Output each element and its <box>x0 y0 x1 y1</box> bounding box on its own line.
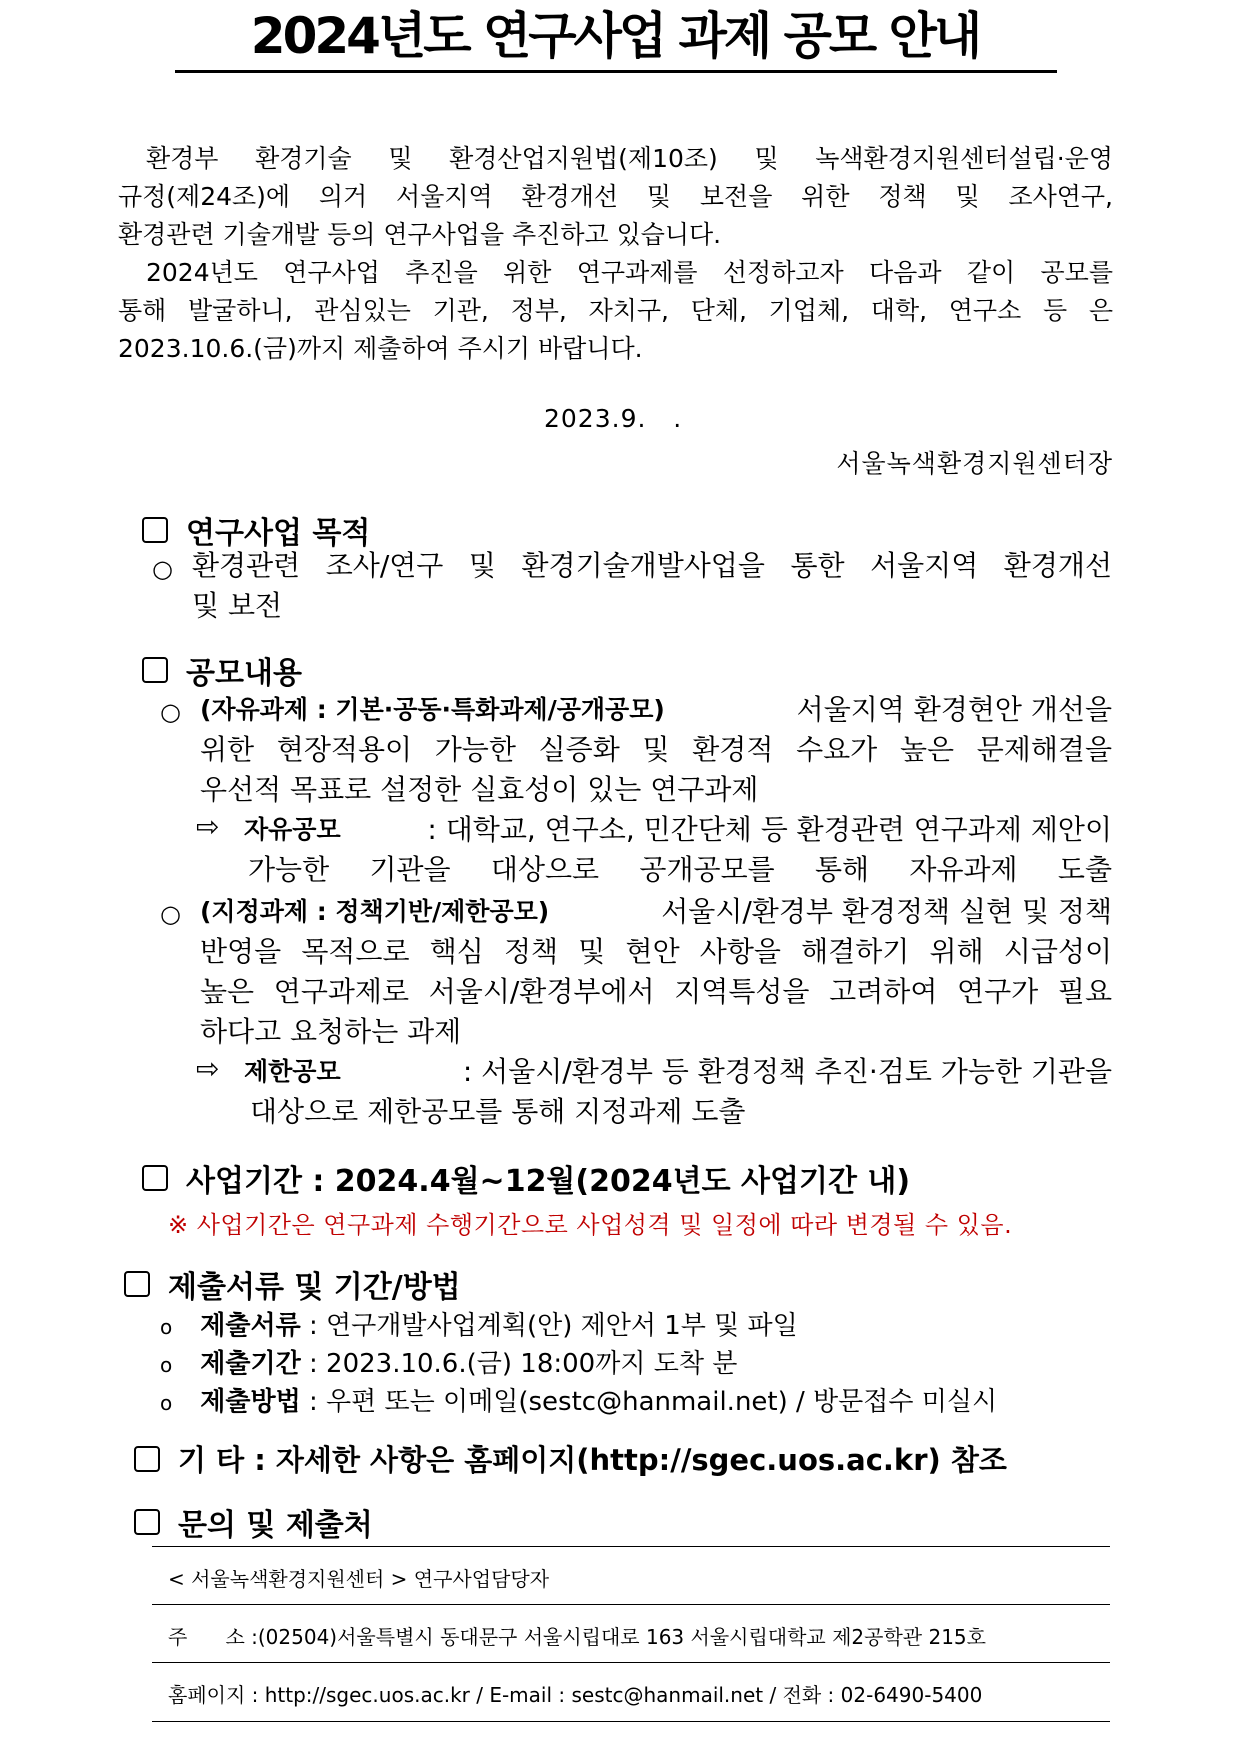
section-contents <box>142 648 302 692</box>
page-title: 2024년도 연구사업 과제 공모 안내 <box>250 7 980 65</box>
section-contents-title: 공모내용 <box>186 656 302 691</box>
section-submission-title: 제출서류 및 기간/방법 <box>168 1270 461 1305</box>
intro-p1-line1: 환경부 환경기술 및 환경산업지원법(제10조) 및 녹색환경지원센터설립·운영 <box>146 144 1113 173</box>
section-inquiry <box>134 1500 373 1544</box>
checkbox-square-icon <box>124 1271 150 1297</box>
submission-item-label: 제출기간 <box>200 1349 301 1379</box>
section-etc-title: 기 타 : 자세한 사항은 홈페이지(http://sgec.uos.ac.kr) 참조 <box>178 1443 1007 1477</box>
submission-item-label: 제출서류 <box>200 1311 301 1341</box>
designated-sub-label: 제한공모 <box>244 1057 341 1086</box>
checkbox-square-icon <box>142 517 168 543</box>
designated-sub-line1 <box>244 1052 1112 1092</box>
circle-bullet: o <box>160 1315 173 1339</box>
intro-p1-line3: 환경관련 기술개발 등의 연구사업을 추진하고 있습니다. <box>118 220 722 249</box>
free-task-line3: 우선적 목표로 설정한 실효성이 있는 연구과제 <box>200 773 759 806</box>
designated-task-line2: 반영을 목적으로 핵심 정책 및 현안 사항을 해결하기 위해 시급성이 <box>200 935 1112 968</box>
designated-task-line4: 하다고 요청하는 과제 <box>200 1015 462 1048</box>
designated-sub-line2: 대상으로 제한공모를 통해 지정과제 도출 <box>250 1095 746 1128</box>
section-inquiry-title: 문의 및 제출처 <box>178 1508 373 1543</box>
section-submission <box>124 1262 461 1306</box>
contact-address: 주 소 :(02504)서울특별시 동대문구 서울시립대로 163 서울시립대학교 제2공학관 215호 <box>168 1625 986 1649</box>
section-etc <box>134 1438 1007 1479</box>
contact-row-address <box>152 1604 1110 1663</box>
free-sub-label: 자유공모 <box>244 815 341 844</box>
submission-item-method <box>160 1381 997 1418</box>
contact-row-web <box>152 1662 1110 1722</box>
designated-sub-line1-text: : 서울시/환경부 등 환경정책 추진·검토 가능한 기관을 <box>462 1055 1112 1088</box>
intro-p2-line2: 통해 발굴하니, 관심있는 기관, 정부, 자치구, 단체, 기업체, 대학, 연구소 등 은 <box>118 296 1113 325</box>
checkbox-square-icon <box>142 1165 168 1191</box>
arrow-right-icon: ⇨ <box>196 810 220 843</box>
submission-item-docs <box>160 1305 798 1342</box>
submission-item-value: : 2023.10.6.(금) 18:00까지 도착 분 <box>309 1349 738 1379</box>
submission-item-period <box>160 1343 737 1380</box>
intro-p2-line1: 2024년도 연구사업 추진을 위한 연구과제를 선정하고자 다음과 같이 공모를 <box>146 258 1113 287</box>
circle-bullet: o <box>160 1353 173 1377</box>
designated-task-line1-rest: 서울시/환경부 환경정책 실현 및 정책 <box>661 895 1112 928</box>
checkbox-square-icon <box>134 1509 160 1535</box>
free-sub-line1-text: : 대학교, 연구소, 민간단체 등 환경관련 연구과제 제안이 <box>427 813 1112 846</box>
free-sub-line1 <box>244 810 1112 850</box>
submission-item-value: : 우편 또는 이메일(sestc@hanmail.net) / 방문접수 미실시 <box>309 1387 998 1417</box>
free-sub-line2: 가능한 기관을 대상으로 공개공모를 통해 자유과제 도출 <box>248 853 1112 886</box>
purpose-line1: 환경관련 조사/연구 및 환경기술개발사업을 통한 서울지역 환경개선 <box>192 549 1112 582</box>
contact-web: 홈페이지 : http://sgec.uos.ac.kr / E-mail : sestc@hanmail.net / 전화 : 02-6490-5400 <box>168 1683 983 1707</box>
arrow-right-icon: ⇨ <box>196 1052 220 1085</box>
checkbox-square-icon <box>134 1446 160 1472</box>
signer: 서울녹색환경지원센터장 <box>836 449 1113 478</box>
free-task-label: (자유과제 : 기본·공동·특화과제/공개공모) <box>200 695 665 724</box>
title-underline <box>175 70 1057 73</box>
submission-item-value: : 연구개발사업계획(안) 제안서 1부 및 파일 <box>309 1311 798 1341</box>
designated-task-label: (지정과제 : 정책기반/제한공모) <box>200 897 550 926</box>
period-note: ※ 사업기간은 연구과제 수행기간으로 사업성격 및 일정에 따라 변경될 수 있음. <box>168 1211 1013 1239</box>
section-period <box>142 1156 910 1200</box>
intro-text <box>118 140 1113 368</box>
section-period-title: 사업기간 : 2024.4월~12월(2024년도 사업기간 내) <box>186 1164 911 1199</box>
circle-bullet: ○ <box>160 900 181 928</box>
notice-date: 2023.9. . <box>544 404 683 433</box>
intro-p2-line3: 2023.10.6.(금)까지 제출하여 주시기 바랍니다. <box>118 334 643 363</box>
circle-bullet: ○ <box>152 555 173 583</box>
free-task-line1-rest: 서울지역 환경현안 개선을 <box>796 693 1112 726</box>
free-task-line1 <box>200 690 1112 730</box>
circle-bullet: o <box>160 1391 173 1415</box>
contact-center: < 서울녹색환경지원센터 > 연구사업담당자 <box>168 1567 550 1591</box>
section-purpose-title: 연구사업 목적 <box>186 516 371 551</box>
contact-row-center <box>152 1546 1110 1605</box>
intro-p1-line2: 규정(제24조)에 의거 서울지역 환경개선 및 보전을 위한 정책 및 조사연구, <box>118 182 1113 211</box>
designated-task-line3: 높은 연구과제로 서울시/환경부에서 지역특성을 고려하여 연구가 필요 <box>200 975 1112 1008</box>
contact-table <box>152 1546 1110 1720</box>
free-task-line2: 위한 현장적용이 가능한 실증화 및 환경적 수요가 높은 문제해결을 <box>200 733 1112 766</box>
checkbox-square-icon <box>142 657 168 683</box>
submission-item-label: 제출방법 <box>200 1387 301 1417</box>
designated-task-line1 <box>200 892 1112 932</box>
circle-bullet: ○ <box>160 698 181 726</box>
purpose-line2: 및 보전 <box>192 589 283 622</box>
